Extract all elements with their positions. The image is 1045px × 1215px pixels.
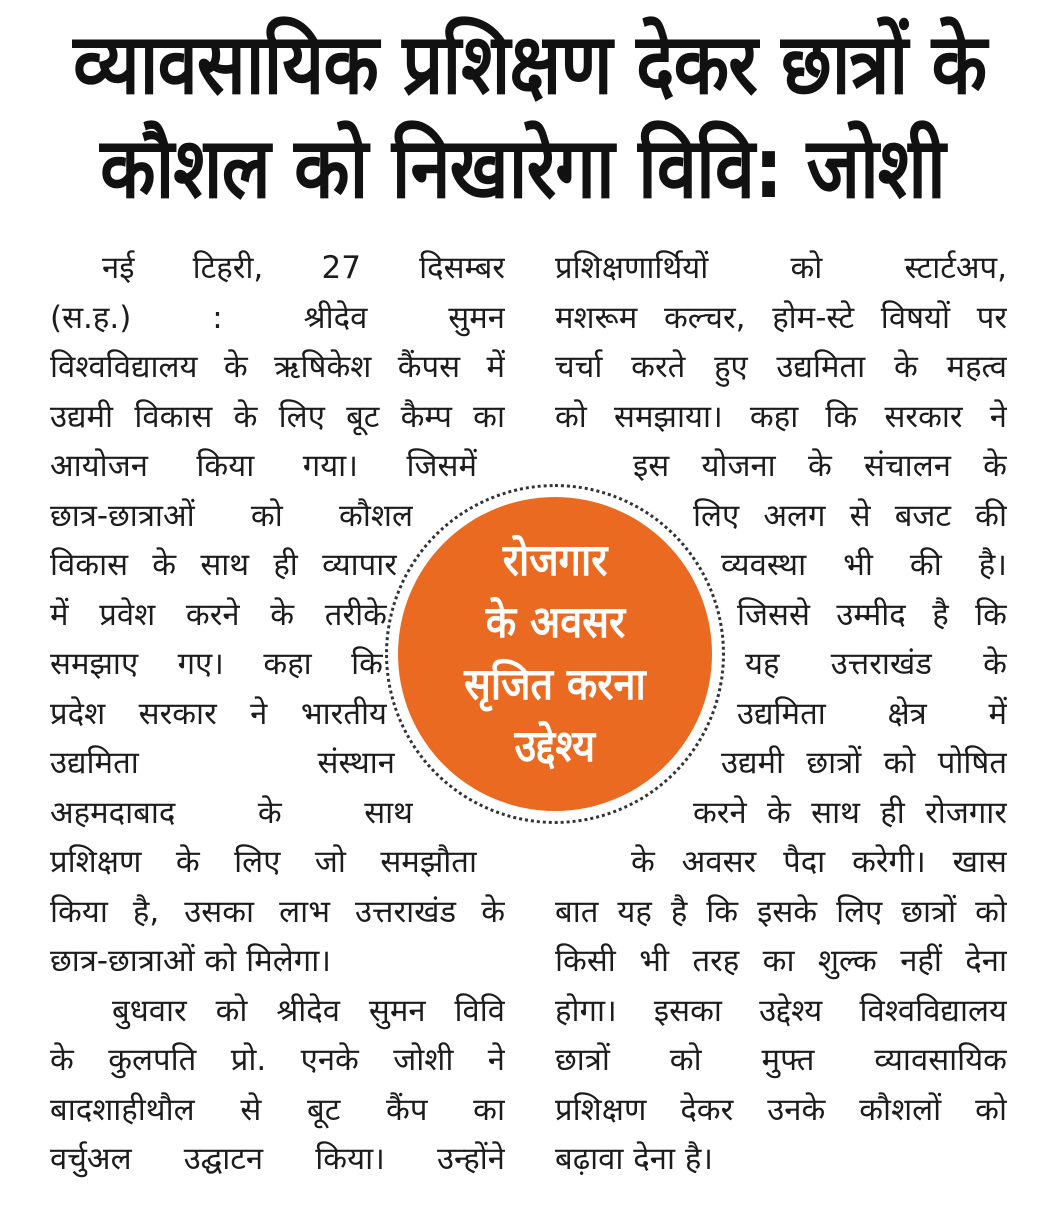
paragraph-line: किसी भी तरह का शुल्क नहीं देना xyxy=(555,943,1007,979)
paragraph-line: बढ़ावा देना है। xyxy=(555,1141,714,1177)
pull-quote-line: सृजित करना xyxy=(464,659,646,710)
paragraph-line: उद्यमी छात्रों को पोषित xyxy=(721,745,1007,781)
paragraph-line: उद्यमी विकास के लिए बूट कैम्प का xyxy=(50,398,505,435)
paragraph-line: मशरूम कल्चर, होम-स्टे विषयों पर xyxy=(555,299,1007,336)
headline-line-1: व्यावसायिक प्रशिक्षण देकर छात्रों के xyxy=(73,15,987,113)
pull-quote-circle xyxy=(385,484,725,824)
paragraph-line: यह उत्तराखंड के xyxy=(745,646,1007,682)
paragraph-line: को समझाया। कहा कि सरकार ने xyxy=(555,398,1007,435)
pull-quote-line: रोजगार xyxy=(502,535,608,586)
paragraph-line: के कुलपति प्रो. एनके जोशी ने xyxy=(50,1042,505,1078)
pull-quote-disc xyxy=(398,497,712,811)
paragraph-line: जिससे उम्मीद है कि xyxy=(737,596,1007,633)
paragraph-line: चर्चा करते हुए उद्यमिता के महत्व xyxy=(555,349,1007,385)
pull-quote-line: उद्देश्य xyxy=(514,721,596,772)
paragraph-line: वर्चुअल उद्घाटन किया। उन्होंने xyxy=(50,1141,505,1177)
paragraph-line: व्यवस्था भी की है। xyxy=(721,547,1007,583)
paragraph-line: होगा। इसका उद्देश्य विश्वविद्यालय xyxy=(555,992,1007,1029)
paragraph-line: किया है, उसका लाभ उत्तराखंड के xyxy=(50,893,505,930)
paragraph-line: अहमदाबाद के साथ xyxy=(50,794,413,831)
headline-line-2: कौशल को निखारेगा विवि: जोशी xyxy=(100,119,945,217)
paragraph-line: करने के साथ ही रोजगार xyxy=(693,794,1007,831)
paragraph-line: उद्यमिता संस्थान xyxy=(50,745,395,781)
paragraph-line: छात्र-छात्राओं को मिलेगा। xyxy=(50,943,332,979)
paragraph-line: प्रशिक्षण देकर उनके कौशलों को xyxy=(555,1091,1007,1128)
paragraph-line: प्रशिक्षणार्थियों को स्टार्टअप, xyxy=(555,250,1007,286)
paragraph-line: बुधवार को श्रीदेव सुमन विवि xyxy=(112,992,505,1029)
paragraph-line: के अवसर पैदा करेगी। खास xyxy=(631,844,1007,880)
paragraph-line: प्रशिक्षण के लिए जो समझौता xyxy=(50,844,477,880)
paragraph-line: नई टिहरी, 27 दिसम्बर xyxy=(102,250,505,286)
pull-quote-line: के अवसर xyxy=(485,597,625,648)
paragraph-line: विकास के साथ ही व्यापार xyxy=(50,547,397,583)
paragraph-line: विश्वविद्यालय के ऋषिकेश कैंपस में xyxy=(50,349,505,385)
headline xyxy=(0,12,1045,220)
paragraph-line: लिए अलग से बजट की xyxy=(693,497,1007,534)
paragraph-line: में प्रवेश करने के तरीके xyxy=(50,596,387,633)
paragraph-line: (स.ह.) : श्रीदेव सुमन xyxy=(50,299,505,336)
paragraph-line: उद्यमिता क्षेत्र में xyxy=(737,695,1007,732)
paragraph-line: आयोजन किया गया। जिसमें xyxy=(50,448,477,484)
paragraph-line: प्रदेश सरकार ने भारतीय xyxy=(50,695,387,732)
paragraph-line: समझाए गए। कहा कि xyxy=(50,646,383,682)
paragraph-line: बात यह है कि इसके लिए छात्रों को xyxy=(555,893,1007,930)
paragraph-line: इस योजना के संचालन के xyxy=(633,448,1007,484)
paragraph-line: छात्रों को मुफ्त व्यावसायिक xyxy=(555,1042,1007,1078)
paragraph-line: बादशाहीथौल से बूट कैंप का xyxy=(50,1091,505,1128)
paragraph-line: छात्र-छात्राओं को कौशल xyxy=(50,497,413,534)
